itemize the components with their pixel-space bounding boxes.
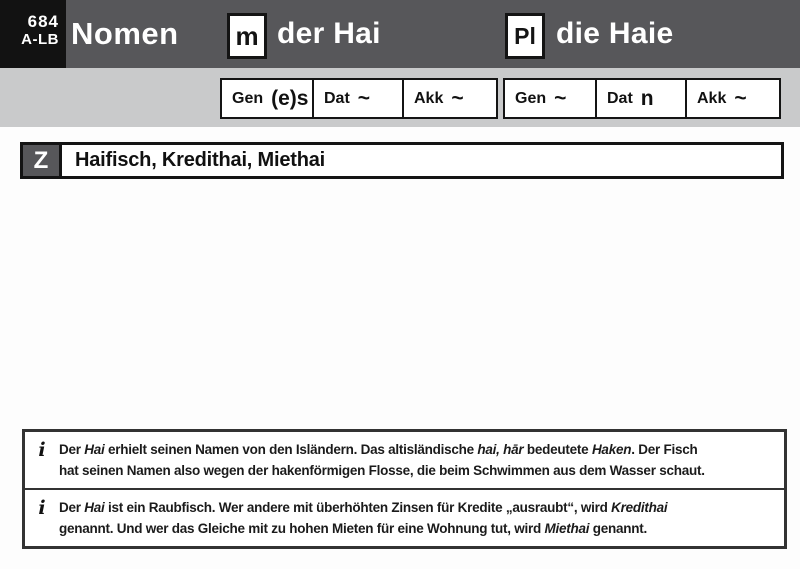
case-cell-akk-plural: [685, 78, 781, 119]
gender-marker: m: [235, 20, 259, 51]
info-note-text: Der Hai erhielt seinen Namen von den Isländern. Das altisländische hai, hār bedeutete Haken. Der Fisch hat seinen Namen also wegen der hakenförmigen Flosse, die beim Schwimmen aus dem Wasser schaut.: [59, 442, 705, 478]
headword-plural: die Haie: [556, 17, 674, 50]
word-class-label: Nomen: [71, 16, 179, 51]
case-value: n: [640, 86, 654, 110]
info-icon: i: [38, 497, 46, 519]
case-cell-dat-plural: [595, 78, 687, 119]
case-label: Dat: [607, 89, 633, 107]
info-note-text: Der Hai ist ein Raubfisch. Wer andere mit überhöhten Zinsen für Kredite „ausraubt“, wird Kredithai genannt. Und wer das Gleiche mit zu hohen Mieten für eine Wohnung tut, wird Miethai genannt.: [59, 500, 668, 536]
compounds-marker: Z: [23, 145, 62, 176]
plural-marker: Pl: [514, 22, 536, 49]
case-value: ~: [357, 86, 371, 110]
entry-number-box: [0, 0, 66, 68]
case-value: ~: [554, 86, 567, 110]
compounds-list: Haifisch, Kredithai, Miethai: [75, 149, 326, 171]
case-label: Akk: [414, 89, 444, 107]
declension-table-plural: [503, 78, 781, 119]
headword-singular: der Hai: [277, 17, 381, 50]
case-cell-gen-plural: [503, 78, 597, 119]
case-cell-dat-singular: [312, 78, 404, 119]
case-cell-gen-singular: [220, 78, 314, 119]
plural-marker-box: [505, 13, 545, 59]
info-note: [25, 488, 784, 546]
case-value: ~: [734, 86, 747, 110]
entry-number: 684: [27, 12, 59, 31]
case-label: Dat: [324, 89, 350, 107]
info-note: [25, 432, 784, 488]
declension-table-singular: [220, 78, 498, 119]
case-label: Akk: [697, 89, 727, 107]
case-value: ~: [451, 86, 464, 110]
header-bar: [0, 0, 800, 68]
compounds-row: [20, 142, 784, 179]
info-notes-box: [22, 429, 787, 549]
case-label: Gen: [515, 89, 547, 107]
case-label: Gen: [232, 89, 264, 107]
case-cell-akk-singular: [402, 78, 498, 119]
entry-code: A-LB: [21, 30, 59, 48]
gender-marker-box: [227, 13, 267, 59]
case-value: (e)s: [271, 86, 309, 110]
info-icon: i: [38, 439, 46, 461]
